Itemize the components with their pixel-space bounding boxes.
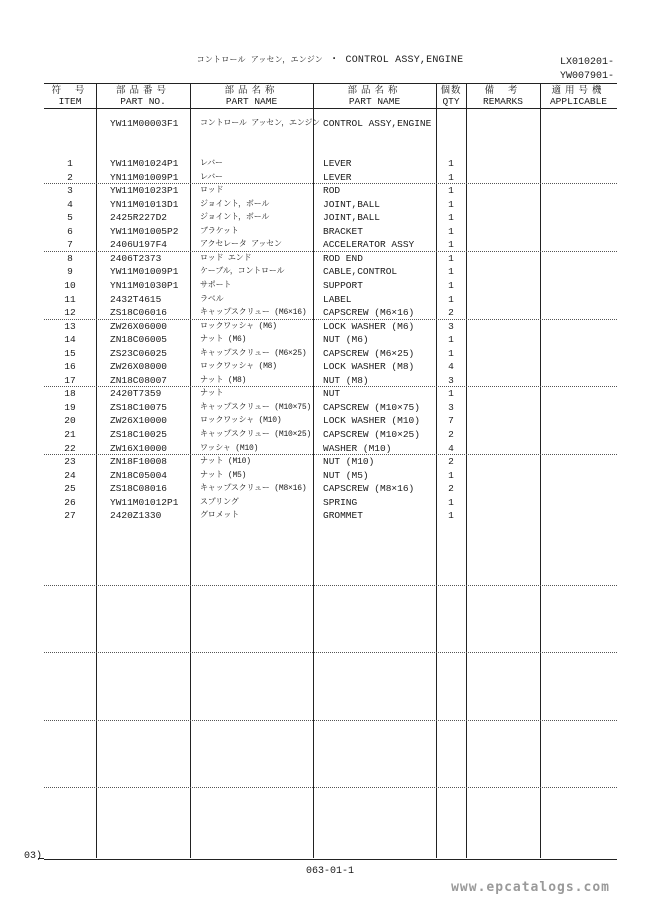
part-name-jp: ラベル	[200, 294, 224, 304]
quantity: 1	[448, 185, 454, 197]
part-name-jp: キャップスクリュー (M8×16)	[200, 484, 307, 494]
row-group-divider	[44, 319, 617, 320]
column-divider	[96, 83, 97, 858]
row-group-divider	[44, 787, 617, 788]
part-name-jp: ジョイント，ボール	[200, 199, 270, 209]
part-number: ZN18F10008	[110, 456, 168, 468]
item-number: 15	[64, 347, 76, 359]
part-number: ZN18C06005	[110, 334, 168, 346]
part-number: ZW26X10000	[110, 415, 168, 427]
item-number: 2	[67, 171, 73, 183]
item-number: 11	[64, 293, 76, 305]
part-number: YW11M01005P2	[110, 225, 179, 237]
part-number: YW11M01023P1	[110, 185, 179, 197]
part-number: 2406T2373	[110, 252, 162, 264]
column-header-part-no: 部品番号 PART NO.	[115, 85, 170, 107]
part-name-en: LOCK WASHER (M8)	[323, 361, 415, 373]
part-name-jp: ナット (M10)	[200, 457, 251, 467]
title-separator: ・	[329, 55, 340, 66]
item-number: 22	[64, 442, 76, 454]
part-number: ZS18C10025	[110, 429, 168, 440]
part-number: ZN18C05004	[110, 469, 168, 481]
part-number: ZS18C10075	[110, 401, 168, 413]
quantity: 1	[448, 198, 454, 210]
quantity: 1	[448, 279, 454, 291]
part-name-en: CAPSCREW (M6×25)	[323, 347, 415, 359]
part-name-jp: ナット	[200, 389, 224, 399]
part-name-en: LOCK WASHER (M10)	[323, 415, 420, 427]
column-divider	[190, 83, 191, 858]
part-number: YN11M01013D1	[110, 198, 179, 210]
part-name-en: GROMMET	[323, 510, 363, 522]
quantity: 1	[448, 469, 454, 481]
part-name-en: LEVER	[323, 158, 352, 169]
part-name-en: NUT (M5)	[323, 469, 369, 481]
column-header-name-jp: 部品名称 PART NAME	[224, 85, 279, 107]
title-en: CONTROL ASSY,ENGINE	[345, 55, 464, 66]
row-group-divider	[44, 183, 617, 184]
part-name-jp: レバー	[200, 172, 223, 182]
quantity: 1	[448, 158, 454, 169]
part-name-jp: ブラケット	[200, 226, 239, 236]
part-name-jp: ナット (M5)	[200, 470, 247, 480]
quantity: 3	[448, 374, 454, 386]
part-number: 2432T4615	[110, 293, 162, 305]
item-number: 4	[67, 198, 73, 210]
item-number: 5	[67, 212, 73, 224]
item-number: 8	[67, 252, 73, 264]
column-header-item: 符 号 ITEM	[51, 85, 89, 107]
part-name-en: CAPSCREW (M10×75)	[323, 401, 420, 413]
quantity: 3	[448, 320, 454, 332]
item-number: 1	[67, 158, 73, 169]
part-number: YN11M01030P1	[110, 279, 179, 291]
item-number: 16	[64, 361, 76, 373]
part-name-jp: アクセレータ アッセン	[200, 240, 282, 250]
column-header-remarks: 備 考 REMARKS	[483, 85, 523, 107]
quantity: 7	[448, 415, 454, 427]
item-number: 9	[67, 266, 73, 278]
page-number: 063-01-1	[305, 866, 354, 877]
part-name-en: NUT	[323, 388, 341, 400]
part-name-en: LEVER	[323, 171, 352, 183]
quantity: 1	[448, 266, 454, 278]
quantity: 4	[448, 442, 454, 454]
column-divider	[466, 83, 467, 858]
watermark: www.epcatalogs.com	[451, 880, 610, 895]
part-name-en: BRACKET	[323, 225, 363, 237]
part-name-jp: レバー	[200, 159, 223, 168]
item-number: 27	[64, 510, 76, 522]
row-group-divider	[44, 652, 617, 653]
part-name-jp: スプリング	[200, 497, 239, 507]
part-name-en: CAPSCREW (M10×25)	[323, 429, 420, 440]
item-number: 26	[64, 496, 76, 508]
title-jp: コントロール アッセン，エンジン	[196, 56, 323, 65]
part-name-jp: ケーブル，コントロール	[200, 267, 285, 277]
item-number: 23	[64, 456, 76, 468]
part-number: YW11M01012P1	[110, 496, 179, 508]
part-name-jp: ロックワッシャ (M8)	[200, 362, 277, 372]
quantity: 1	[448, 496, 454, 508]
quantity: 3	[448, 401, 454, 413]
item-number: 21	[64, 429, 76, 440]
part-name-jp: キャップスクリュー (M6×16)	[200, 308, 307, 318]
column-divider	[313, 83, 314, 858]
quantity: 2	[448, 456, 454, 468]
row-group-divider	[44, 251, 617, 252]
item-number: 12	[64, 307, 76, 319]
part-number: YW11M01024P1	[110, 158, 179, 169]
quantity: 1	[448, 252, 454, 264]
item-number: 24	[64, 469, 76, 481]
quantity: 1	[448, 293, 454, 305]
quantity: 1	[448, 510, 454, 522]
assembly-part-no: YW11M00003F1	[110, 118, 179, 129]
row-group-divider	[44, 454, 617, 455]
part-name-en: LABEL	[323, 293, 352, 305]
part-name-jp: ワッシャ (M10)	[200, 443, 259, 453]
quantity: 2	[448, 307, 454, 319]
item-number: 10	[64, 279, 76, 291]
quantity: 1	[448, 225, 454, 237]
row-group-divider	[44, 386, 617, 387]
part-name-en: NUT (M10)	[323, 456, 375, 468]
part-number: YW11M01009P1	[110, 266, 179, 278]
assembly-name-en: CONTROL ASSY,ENGINE	[323, 118, 432, 129]
row-group-divider	[44, 720, 617, 721]
column-header-qty: 個数 QTY	[440, 85, 462, 107]
part-name-en: ACCELERATOR ASSY	[323, 239, 415, 251]
item-number: 19	[64, 401, 76, 413]
part-name-jp: キャップスクリュー (M10×25)	[200, 430, 312, 439]
item-number: 3	[67, 185, 73, 197]
part-name-en: SPRING	[323, 496, 358, 508]
quantity: 1	[448, 171, 454, 183]
serial-range-2: YW007901-	[559, 71, 614, 82]
part-number: ZW16X10000	[110, 442, 168, 454]
part-number: 2406U197F4	[110, 239, 168, 251]
part-name-jp: キャップスクリュー (M10×75)	[200, 402, 312, 412]
item-number: 7	[67, 239, 73, 251]
part-number: YN11M01009P1	[110, 171, 179, 183]
part-name-en: NUT (M8)	[323, 374, 369, 386]
part-name-jp: ナット (M8)	[200, 375, 247, 385]
part-name-jp: ロックワッシャ (M6)	[200, 321, 277, 331]
part-name-jp: ジョイント，ボール	[200, 213, 270, 223]
part-number: ZS18C08016	[110, 483, 168, 495]
quantity: 2	[448, 429, 454, 440]
part-number: ZW26X08000	[110, 361, 168, 373]
part-name-jp: キャップスクリュー (M6×25)	[200, 348, 307, 358]
part-name-en: CAPSCREW (M8×16)	[323, 483, 415, 495]
part-name-en: SUPPORT	[323, 279, 363, 291]
part-name-jp: サポート	[200, 280, 232, 290]
quantity: 1	[448, 334, 454, 346]
item-number: 14	[64, 334, 76, 346]
quantity: 1	[448, 239, 454, 251]
part-name-en: ROD	[323, 185, 341, 197]
quantity: 1	[448, 212, 454, 224]
column-header-name-en: 部品名称 PART NAME	[347, 85, 402, 107]
quantity: 1	[448, 388, 454, 400]
part-name-jp: グロメット	[200, 511, 239, 521]
part-name-jp: ロッド	[200, 186, 224, 196]
part-number: ZS23C06025	[110, 347, 168, 359]
part-number: 2420T7359	[110, 388, 162, 400]
part-name-en: ROD END	[323, 252, 363, 264]
part-number: ZW26X06000	[110, 320, 168, 332]
quantity: 2	[448, 483, 454, 495]
item-number: 6	[67, 225, 73, 237]
quantity: 4	[448, 361, 454, 373]
column-header-applicable: 適用号機 APPLICABLE	[549, 85, 607, 107]
quantity: 1	[448, 347, 454, 359]
part-name-jp: ナット (M6)	[200, 335, 247, 345]
margin-rule	[38, 858, 44, 859]
part-name-en: JOINT,BALL	[323, 198, 381, 210]
part-name-en: CABLE,CONTROL	[323, 266, 398, 278]
part-number: ZN18C08007	[110, 374, 168, 386]
item-number: 13	[64, 320, 76, 332]
part-number: 2420Z1330	[110, 510, 162, 522]
part-name-en: NUT (M6)	[323, 334, 369, 346]
assembly-name-jp: コントロール アッセン，エンジン	[200, 119, 320, 128]
margin-mark: 03)	[24, 851, 43, 862]
item-number: 20	[64, 415, 76, 427]
part-name-jp: ロックワッシャ (M10)	[200, 416, 282, 426]
row-group-divider	[44, 585, 617, 586]
part-name-en: CAPSCREW (M6×16)	[323, 307, 415, 319]
item-number: 18	[64, 388, 76, 400]
part-number: ZS18C06016	[110, 307, 168, 319]
item-number: 25	[64, 483, 76, 495]
part-name-jp: ロッド エンド	[200, 253, 252, 263]
serial-range-1: LX010201-	[559, 57, 614, 68]
part-name-en: JOINT,BALL	[323, 212, 381, 224]
header-rule	[44, 108, 617, 109]
part-name-en: WASHER (M10)	[323, 442, 392, 454]
item-number: 17	[64, 374, 76, 386]
column-divider	[540, 83, 541, 858]
part-number: 2425R227D2	[110, 212, 168, 224]
part-name-en: LOCK WASHER (M6)	[323, 320, 415, 332]
